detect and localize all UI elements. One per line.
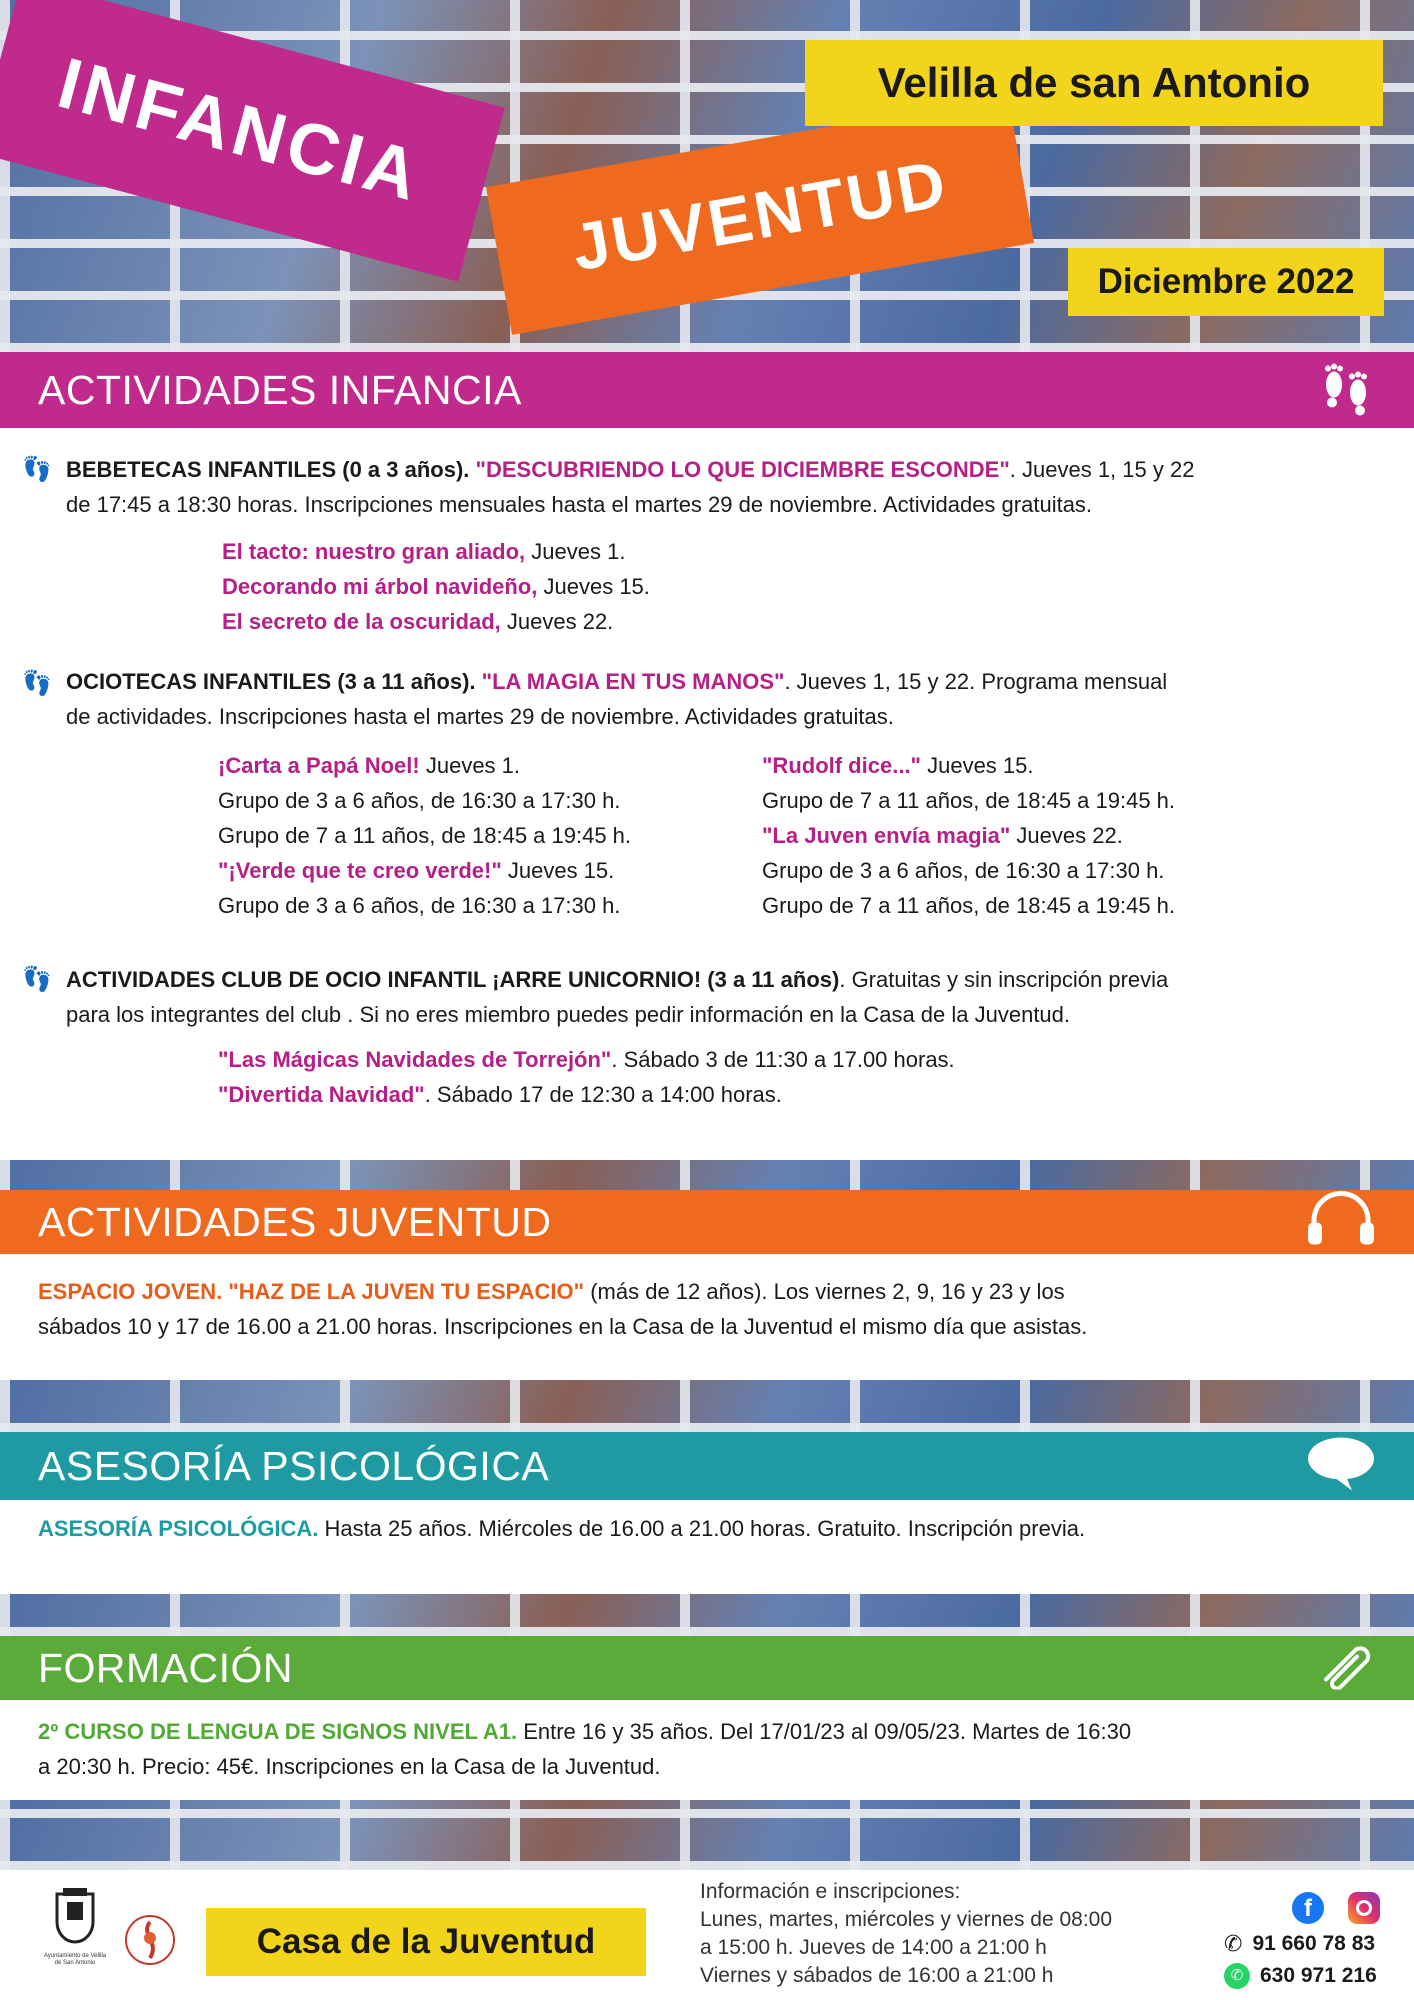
infancia-title: INFANCIA [49, 43, 431, 217]
list-item: "La Juven envía magia" Jueves 22. [762, 823, 1123, 848]
ociotecas-text1: . Jueves 1, 15 y 22. Programa mensual [784, 669, 1168, 694]
footprint-bullet-icon: 👣 [22, 966, 52, 993]
brick-strip [0, 1594, 1414, 1636]
footprint-bullet-icon: 👣 [22, 456, 52, 483]
ociotecas-text2: de actividades. Inscripciones hasta el martes 29 de noviembre. Actividades gratuitas. [66, 704, 894, 729]
club-text2: para los integrantes del club . Si no eres miembro puedes pedir información en la Casa de la Juventud. [66, 1002, 1071, 1027]
town-label: Velilla de san Antonio [805, 40, 1383, 126]
list-item: "Las Mágicas Navidades de Torrejón". Sábado 3 de 11:30 a 17.00 horas. [218, 1047, 955, 1072]
list-item: El secreto de la oscuridad, Jueves 22. [222, 609, 614, 634]
phone-row [1224, 1929, 1375, 1959]
bebetecas-text2: de 17:45 a 18:30 horas. Inscripciones mensuales hasta el martes 29 de noviembre. Actividades gratuitas. [66, 492, 1093, 517]
ayuntamiento-logo: Ayuntamiento de Velilla de San Antonio [40, 1888, 110, 1978]
bebetecas-text1: . Jueves 1, 15 y 22 [1009, 457, 1195, 482]
speech-bubble-icon [1306, 1435, 1376, 1498]
info-block: Información e inscripciones: Lunes, martes, miércoles y viernes de 08:00 a 15:00 h. Jueves de 14:00 a 21:00 h Viernes y sábados de 16:00 a 21:00 h [700, 1878, 1220, 1990]
list-item: "Rudolf dice..." Jueves 15. [762, 753, 1034, 778]
footprint-bullet-icon: 👣 [22, 670, 52, 697]
coat-of-arms-icon [53, 1888, 97, 1948]
club-block [66, 962, 1386, 1032]
brick-strip [0, 1380, 1414, 1432]
infancia-section-header [0, 352, 1414, 428]
facebook-icon[interactable]: f [1292, 1892, 1324, 1924]
instagram-icon[interactable] [1348, 1892, 1380, 1924]
formacion-block: 2º CURSO DE LENGUA DE SIGNOS NIVEL A1. Entre 16 y 35 años. Del 17/01/23 al 09/05/23. Martes de 16:30 a 20:30 h. Precio: 45€. Inscripciones en la Casa de la Juventud. [38, 1719, 1132, 1779]
headphones-icon [1306, 1191, 1376, 1254]
club-label: ACTIVIDADES CLUB DE OCIO INFANTIL ¡ARRE UNICORNIO! (3 a 11 años) [66, 967, 840, 992]
asesoria-highlight: ASESORÍA PSICOLÓGICA. [38, 1516, 319, 1541]
section-title: ASESORÍA PSICOLÓGICA [38, 1442, 550, 1489]
list-item: "Divertida Navidad". Sábado 17 de 12:30 a 14:00 horas. [218, 1082, 782, 1107]
month-label: Diciembre 2022 [1068, 248, 1384, 316]
formacion-highlight: 2º CURSO DE LENGUA DE SIGNOS NIVEL A1. [38, 1719, 518, 1744]
section-title: ACTIVIDADES JUVENTUD [38, 1198, 552, 1245]
ociotecas-right-column: "Rudolf dice..." Jueves 15. Grupo de 7 a 11 años, de 18:45 a 19:45 h. "La Juven envía magia" Jueves 22. Grupo de 3 a 6 años, de 16:30 a 17:30 h. Grupo de 7 a 11 años, de 18:45 a 19:45 h. [762, 748, 1362, 923]
ociotecas-theme: "LA MAGIA EN TUS MANOS" [481, 669, 785, 694]
paperclip-icon [1316, 1640, 1376, 1697]
phone-number[interactable]: 91 660 78 83 [1252, 1932, 1376, 1955]
casa-juventud-label: Casa de la Juventud [206, 1908, 646, 1976]
asesoria-section-header [0, 1432, 1414, 1500]
bebetecas-label: BEBETECAS INFANTILES (0 a 3 años). [66, 457, 470, 482]
ociotecas-left-column: ¡Carta a Papá Noel! Jueves 1. Grupo de 3 a 6 años, de 16:30 a 17:30 h. Grupo de 7 a 11 años, de 18:45 a 19:45 h. "¡Verde que te creo verde!" Jueves 15. Grupo de 3 a 6 años, de 16:30 a 17:30 h. [218, 748, 748, 923]
bebetecas-items [222, 534, 1122, 639]
whatsapp-number[interactable]: 630 971 216 [1260, 1964, 1377, 1987]
club-text1: . Gratuitas y sin inscripción previa [839, 967, 1169, 992]
asesoria-block: ASESORÍA PSICOLÓGICA. Hasta 25 años. Miércoles de 16.00 a 21.00 horas. Gratuito. Inscripción previa. [38, 1516, 1086, 1541]
ociotecas-label: OCIOTECAS INFANTILES (3 a 11 años). [66, 669, 476, 694]
club-items [218, 1042, 1318, 1112]
bebetecas-theme: "DESCUBRIENDO LO QUE DICIEMBRE ESCONDE" [475, 457, 1010, 482]
list-item: El tacto: nuestro gran aliado, Jueves 1. [222, 539, 626, 564]
juventud-highlight: ESPACIO JOVEN. "HAZ DE LA JUVEN TU ESPACIO" [38, 1279, 585, 1304]
list-item: "¡Verde que te creo verde!" Jueves 15. [218, 858, 615, 883]
brick-strip [0, 1800, 1414, 1870]
section-title: FORMACIÓN [38, 1644, 294, 1691]
ociotecas-block [66, 664, 1386, 734]
juventud-title: JUVENTUD [566, 145, 954, 285]
juventud-section-header [0, 1190, 1414, 1254]
bebetecas-block [66, 452, 1386, 522]
info-title: Información e inscripciones: [700, 1880, 961, 1903]
footprints-icon [1318, 351, 1376, 430]
phone-icon: ✆ [1224, 1931, 1243, 1956]
whatsapp-icon: ✆ [1224, 1963, 1250, 1989]
secondary-logo-icon [116, 1908, 184, 1976]
list-item: ¡Carta a Papá Noel! Jueves 1. [218, 753, 521, 778]
list-item: Decorando mi árbol navideño, Jueves 15. [222, 574, 650, 599]
juventud-block: ESPACIO JOVEN. "HAZ DE LA JUVEN TU ESPACIO" (más de 12 años). Los viernes 2, 9, 16 y 23 y los sábados 10 y 17 de 16.00 a 21.00 horas. Inscripciones en la Casa de la Juventud el mismo día que asistas. [38, 1279, 1088, 1339]
whatsapp-row [1224, 1961, 1377, 1991]
formacion-section-header [0, 1636, 1414, 1700]
section-title: ACTIVIDADES INFANCIA [38, 366, 522, 413]
